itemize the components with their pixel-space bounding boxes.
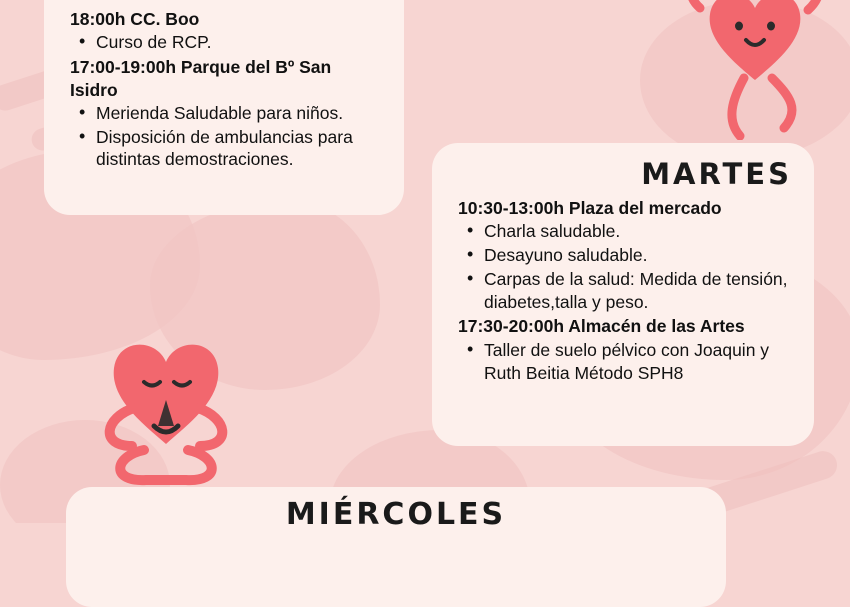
day-card-lunes: [44, 0, 404, 215]
day-card-miercoles: [66, 487, 726, 607]
list-item: • Carpas de la salud: Medida de tensión, diabetes,talla y peso.: [484, 268, 792, 314]
list-item: • Disposición de ambulancias para distintas demostraciones.: [96, 126, 378, 172]
day-card-martes: [432, 143, 814, 446]
slot-time: 10:30-13:00h Plaza del mercado: [458, 198, 722, 218]
slot-item-list: [70, 31, 378, 54]
list-item: • Taller de suelo pélvico con Joaquin y Ruth Beitia Método SPH8: [484, 339, 792, 385]
slot-item-list: [458, 220, 792, 313]
heart-dancing-illustration: [680, 0, 830, 140]
slot-time: 17:00-19:00h Parque del Bº San Isidro: [70, 57, 332, 100]
day-title-miercoles: MIÉRCOLES: [285, 497, 507, 532]
list-item: • Curso de RCP.: [96, 31, 378, 54]
list-item: • Merienda Saludable para niños.: [96, 102, 378, 125]
list-item: • Desayuno saludable.: [484, 244, 792, 267]
day-title-martes: MARTES: [641, 157, 792, 191]
slot-time: 18:00h CC. Boo: [70, 9, 200, 29]
slot-item-list: [458, 339, 792, 385]
slot-item-list: [70, 102, 378, 171]
heart-meditating-illustration: [74, 322, 259, 492]
slot-time: 17:30-20:00h Almacén de las Artes: [458, 316, 745, 337]
list-item: • Charla saludable.: [484, 220, 792, 243]
